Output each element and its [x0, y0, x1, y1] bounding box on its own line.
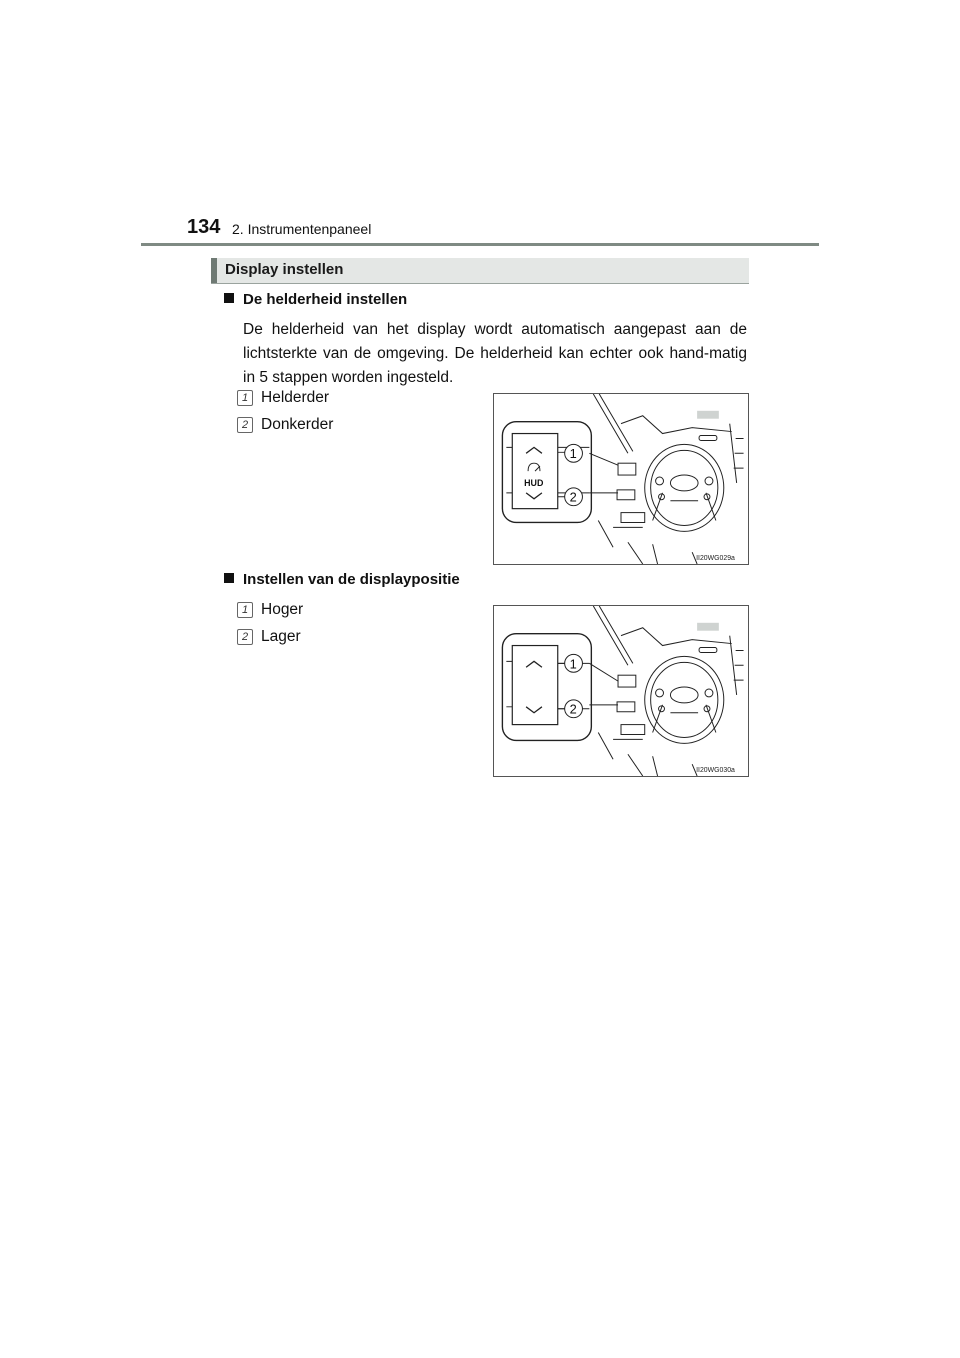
- step-label: Helderder: [261, 389, 330, 406]
- step-label: Hoger: [261, 601, 304, 618]
- position-heading-text: Instellen van de displaypositie: [243, 571, 460, 588]
- step-higher: [237, 601, 303, 619]
- dashboard-illustration: [494, 394, 748, 564]
- position-figure: [493, 605, 749, 777]
- figure-code: II20WG029a: [696, 555, 735, 563]
- callout-1: 1: [569, 446, 577, 462]
- section-accent: [211, 258, 217, 283]
- step-label: Donkerder: [261, 416, 334, 433]
- callout-1: 1: [569, 656, 577, 672]
- section-bar: [211, 258, 749, 284]
- position-heading: [224, 571, 460, 588]
- step-number: 1: [237, 602, 253, 618]
- bullet-square-icon: [224, 573, 234, 583]
- hud-label: HUD: [524, 477, 544, 488]
- step-label: Lager: [261, 628, 301, 645]
- step-lower: [237, 628, 301, 646]
- section-title: Display instellen: [225, 261, 344, 278]
- figure-code: II20WG030a: [696, 767, 735, 775]
- step-number: 2: [237, 629, 253, 645]
- step-number: 1: [237, 390, 253, 406]
- callout-2: 2: [569, 701, 577, 717]
- chapter-title: 2. Instrumentenpaneel: [232, 221, 372, 237]
- page-number: 134: [187, 216, 221, 238]
- bullet-square-icon: [224, 293, 234, 303]
- dashboard-illustration: [494, 606, 748, 776]
- header-rule: [141, 243, 819, 246]
- step-number: 2: [237, 417, 253, 433]
- callout-2: 2: [569, 489, 577, 505]
- step-brighter: [237, 389, 329, 407]
- brightness-paragraph: De helderheid van het display wordt automatisch aangepast aan de lichtsterkte van de omgeving. De helderheid kan echter ook hand-matig in 5 stappen worden ingesteld.: [243, 321, 747, 386]
- brightness-heading: [224, 291, 407, 308]
- step-darker: [237, 416, 333, 434]
- brightness-heading-text: De helderheid instellen: [243, 291, 408, 308]
- brightness-figure: [493, 393, 749, 565]
